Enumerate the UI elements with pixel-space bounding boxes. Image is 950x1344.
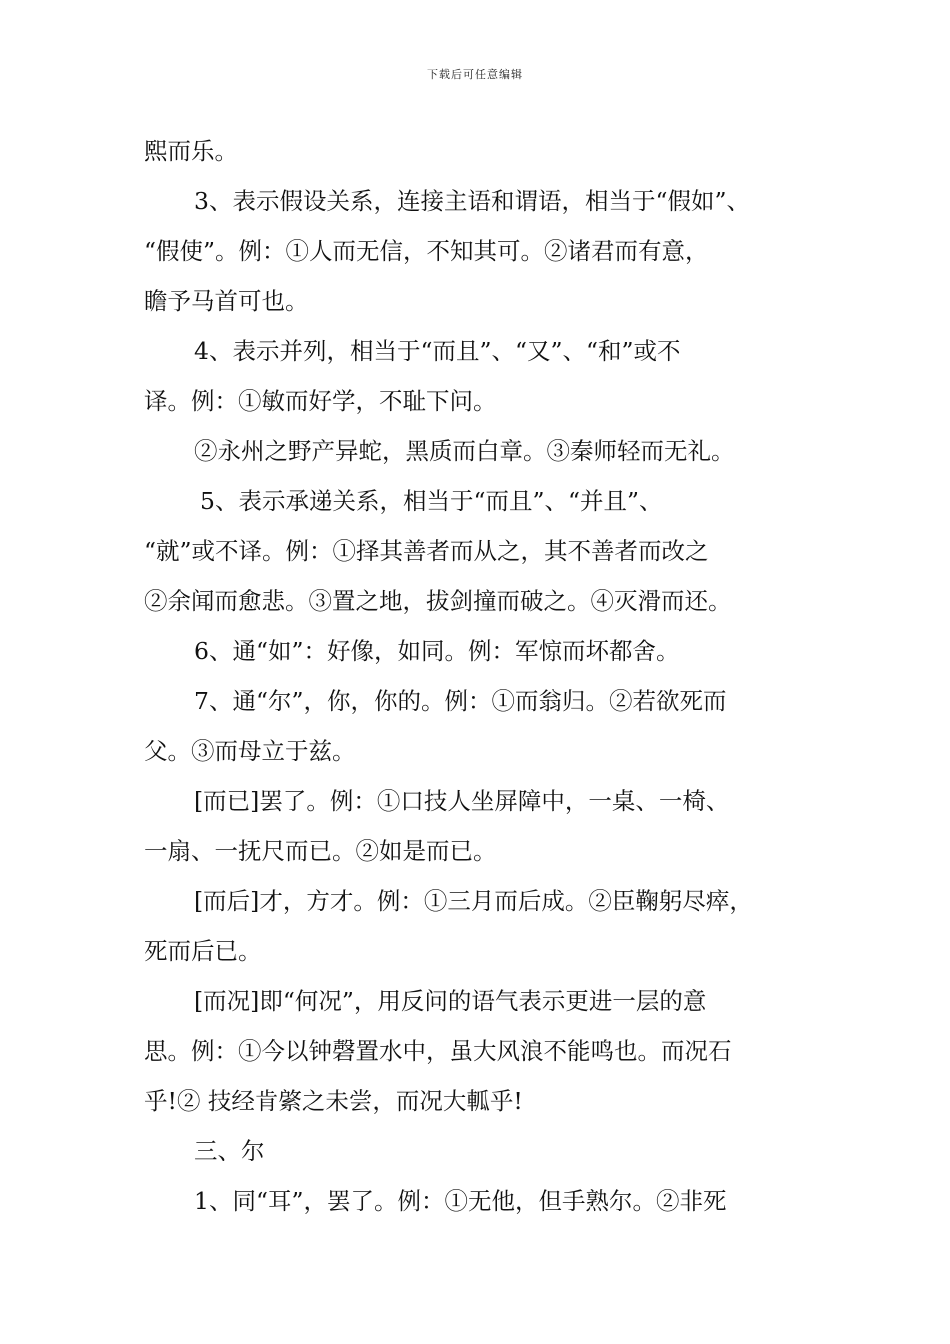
text-line: 乎!② 技经肯綮之未尝，而况大軱乎! — [144, 1087, 523, 1115]
text-line: 1、同“耳”，罢了。例：①无他，但手熟尔。②非死 — [194, 1187, 727, 1215]
text-line: “假使”。例：①人而无信，不知其可。②诸君而有意， — [144, 237, 709, 265]
text-line: 6、通“如”：好像，如同。例：军惊而坏都舍。 — [194, 637, 680, 665]
text-line: 思。例：①今以钟磬置水中，虽大风浪不能鸣也。而况石 — [144, 1037, 732, 1065]
text-line: ②永州之野产异蛇，黑质而白章。③秦师轻而无礼。 — [194, 437, 735, 465]
text-line: 7、通“尔”，你，你的。例：①而翁归。②若欲死而 — [194, 687, 727, 715]
section-heading: 三、尔 — [194, 1137, 265, 1165]
text-line: ②余闻而愈悲。③置之地，拔剑撞而破之。④灭滑而还。 — [144, 587, 732, 615]
page-header: 下载后可任意编辑 — [427, 68, 523, 81]
text-line: 瞻予马首可也。 — [144, 287, 309, 315]
text-line: 一扇、一抚尺而已。②如是而已。 — [144, 837, 497, 865]
text-line: 5、表示承递关系，相当于“而且”、“并且”、 — [200, 487, 663, 515]
text-line: 4、表示并列，相当于“而且”、“又”、“和”或不 — [194, 337, 681, 365]
text-line: 死而后已。 — [144, 937, 262, 965]
document-body — [144, 126, 824, 1226]
text-line: 译。例：①敏而好学，不耻下问。 — [144, 387, 497, 415]
text-line: [而况]即“何况”，用反问的语气表示更进一层的意 — [194, 987, 707, 1015]
text-line: 熙而乐。 — [144, 137, 238, 165]
text-line: “就”或不译。例：①择其善者而从之，其不善者而改之 — [144, 537, 709, 565]
text-line: [而后]才，方才。例：①三月而后成。②臣鞠躬尽瘁， — [194, 887, 753, 915]
text-line: 父。③而母立于兹。 — [144, 737, 356, 765]
text-line: [而已]罢了。例：①口技人坐屏障中，一桌、一椅、 — [194, 787, 730, 815]
text-line: 3、表示假设关系，连接主语和谓语，相当于“假如”、 — [194, 187, 750, 215]
